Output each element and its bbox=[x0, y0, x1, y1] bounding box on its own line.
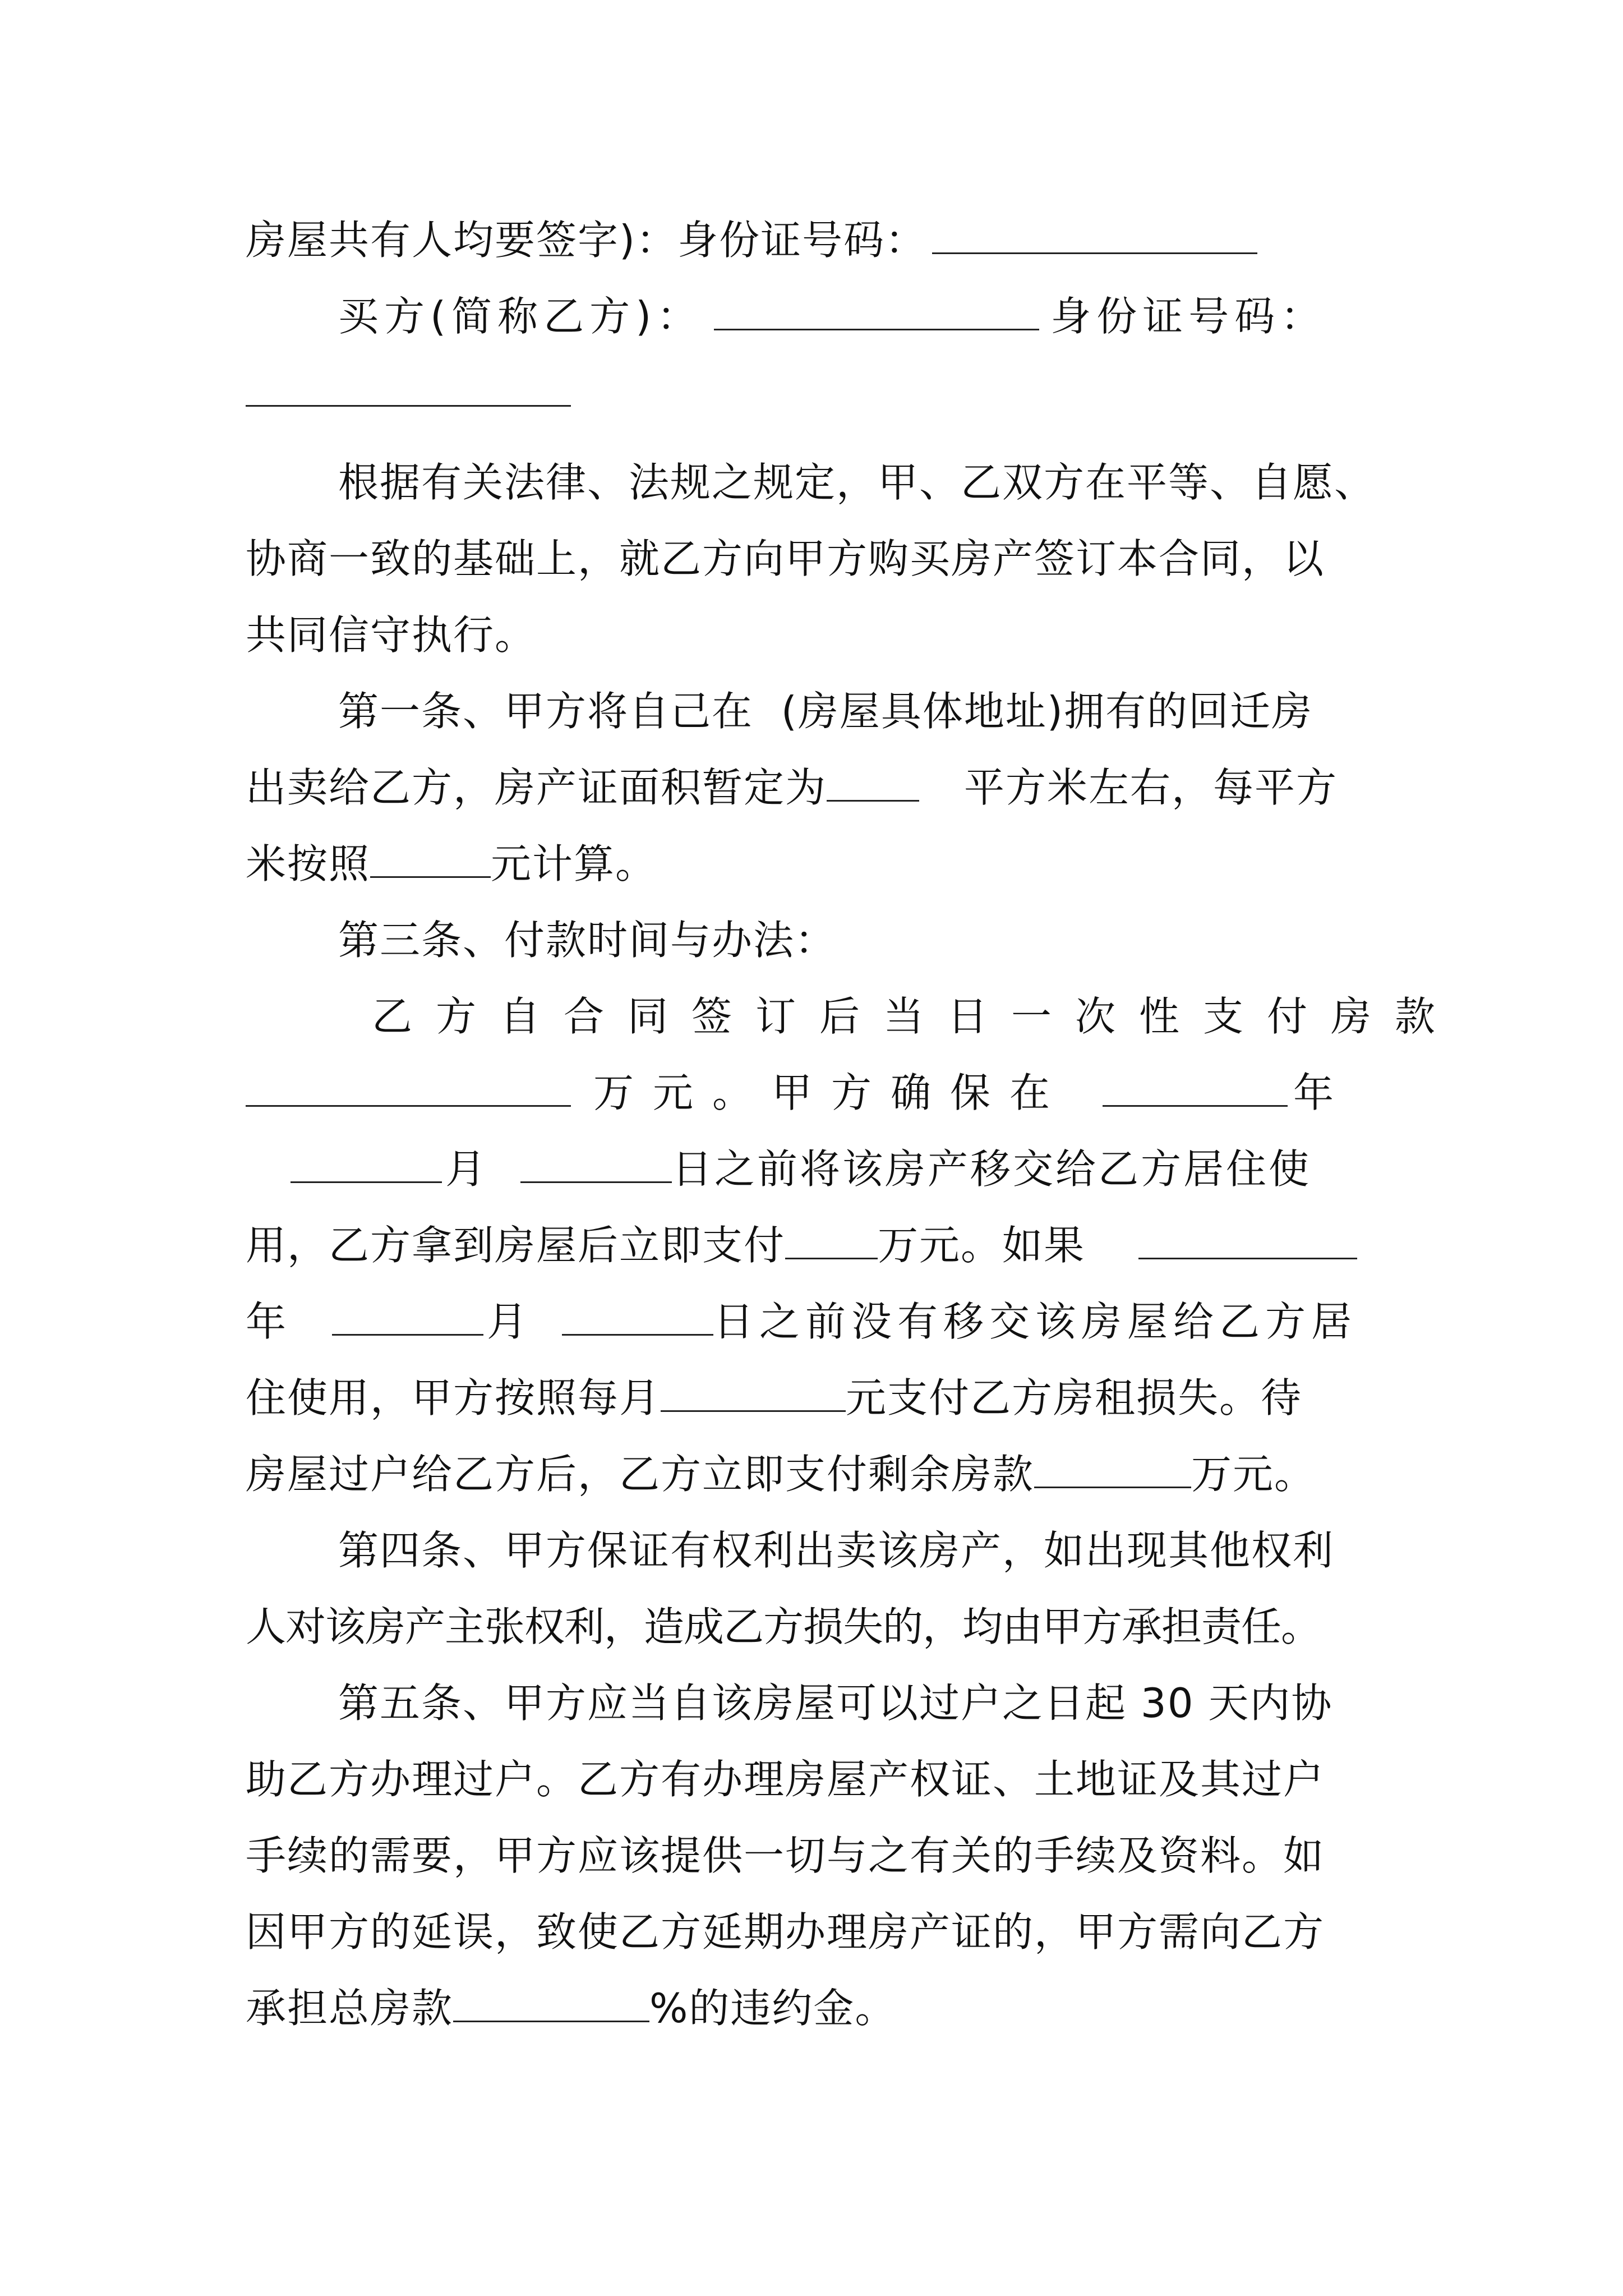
text: 日之前将该房产移交给乙方居住使 bbox=[672, 1145, 1312, 1193]
line-buyer-id bbox=[246, 355, 1412, 431]
remaining-blank bbox=[1034, 1450, 1191, 1488]
text: 万元。甲方确保在 bbox=[593, 1069, 1069, 1116]
text: 房屋共有人均要签字)：身份证号码： bbox=[246, 217, 927, 264]
rent-blank bbox=[661, 1373, 846, 1412]
article-3-line-5 bbox=[246, 1283, 1412, 1360]
text: 出卖给乙方，房产证面积暂定为 bbox=[246, 764, 827, 811]
preamble-line-1 bbox=[246, 444, 1412, 521]
text: 房屋过户给乙方后，乙方立即支付剩余房款 bbox=[246, 1451, 1035, 1498]
month-blank bbox=[291, 1144, 442, 1183]
article-5-line-4 bbox=[246, 1894, 1412, 1970]
year-blank bbox=[1103, 1068, 1288, 1107]
text: 年 bbox=[246, 1298, 288, 1345]
text: 乙方自合同签订后当日一次性支付房款 bbox=[372, 993, 1459, 1040]
preamble-line-2 bbox=[246, 521, 1412, 597]
text: 协商一致的基础上，就乙方向甲方购买房产签订本合同，以 bbox=[246, 535, 1325, 582]
text: 平方米左右，每平方 bbox=[964, 764, 1338, 811]
line-buyer bbox=[246, 278, 1412, 355]
article-1-line-2 bbox=[246, 749, 1412, 826]
article-5-line-2 bbox=[246, 1741, 1412, 1818]
text: 因甲方的延误，致使乙方延期办理房产证的，甲方需向乙方 bbox=[246, 1908, 1325, 1955]
text: 年 bbox=[1293, 1069, 1335, 1116]
text: 人对该房产主张权利，造成乙方损失的，均由甲方承担责任。 bbox=[246, 1603, 1321, 1650]
text: 第三条、付款时间与办法： bbox=[338, 917, 837, 964]
text: 万元。如果 bbox=[878, 1222, 1086, 1269]
price-blank bbox=[370, 839, 491, 878]
article-4-line-2 bbox=[246, 1589, 1412, 1665]
text: 第五条、甲方应当自该房屋可以过户之日起 30 天内协 bbox=[338, 1680, 1333, 1727]
article-5-line-3 bbox=[246, 1818, 1412, 1894]
month-blank-2 bbox=[332, 1297, 483, 1336]
article-1-line-3 bbox=[246, 826, 1412, 902]
day-blank bbox=[520, 1144, 672, 1183]
text: 米按照 bbox=[246, 840, 371, 887]
text: 根据有关法律、法规之规定，甲、乙双方在平等、自愿、 bbox=[338, 459, 1376, 506]
article-3-line-7 bbox=[246, 1436, 1412, 1512]
contract-body bbox=[246, 202, 1459, 2046]
article-3-line-3 bbox=[246, 1131, 1412, 1207]
article-3-line-6 bbox=[246, 1360, 1412, 1436]
article-3-line-2 bbox=[246, 1055, 1412, 1131]
area-blank bbox=[827, 763, 919, 802]
text: 日之前没有移交该房屋给乙方居 bbox=[713, 1298, 1358, 1345]
text: %的违约金。 bbox=[649, 1985, 897, 2032]
text: 元计算。 bbox=[491, 840, 657, 887]
text: 买方(简称乙方)： bbox=[338, 293, 703, 340]
article-5-line-1 bbox=[246, 1665, 1412, 1741]
article-1-line-1 bbox=[246, 673, 1412, 749]
text: 身份证号码： bbox=[1050, 293, 1327, 340]
text: 共同信守执行。 bbox=[246, 611, 537, 659]
id-number-blank bbox=[932, 215, 1257, 254]
buyer-name-blank bbox=[714, 292, 1039, 330]
text: 手续的需要，甲方应该提供一切与之有关的手续及资料。如 bbox=[246, 1832, 1325, 1879]
text: 助乙方办理过户。乙方有办理房屋产权证、土地证及其过户 bbox=[246, 1756, 1325, 1803]
article-3-line-4 bbox=[246, 1207, 1412, 1283]
amount-blank bbox=[785, 1221, 878, 1259]
buyer-id-blank bbox=[246, 368, 571, 407]
text: 月 bbox=[487, 1298, 529, 1345]
text: 第一条、甲方将自己在 (房屋具体地址)拥有的回迁房 bbox=[338, 688, 1313, 735]
text: 住使用，甲方按照每月 bbox=[246, 1374, 661, 1421]
preamble-line-3 bbox=[246, 597, 1412, 673]
article-4-line-1 bbox=[246, 1512, 1412, 1589]
line-seller-id bbox=[246, 202, 1412, 278]
text: 第四条、甲方保证有权利出卖该房产，如出现其他权利 bbox=[338, 1527, 1335, 1574]
text: 承担总房款 bbox=[246, 1985, 454, 2032]
year-blank-2 bbox=[1138, 1221, 1357, 1259]
day-blank-2 bbox=[562, 1297, 713, 1336]
text: 用，乙方拿到房屋后立即支付 bbox=[246, 1222, 786, 1269]
article-3-line-1 bbox=[246, 978, 1459, 1055]
article-3-title bbox=[246, 902, 1412, 978]
article-5-line-5 bbox=[246, 1970, 1412, 2046]
text: 月 bbox=[445, 1145, 487, 1193]
penalty-blank bbox=[453, 1984, 649, 2022]
text: 万元。 bbox=[1191, 1451, 1316, 1498]
payment-blank bbox=[246, 1068, 571, 1107]
text: 元支付乙方房租损失。待 bbox=[846, 1374, 1303, 1421]
